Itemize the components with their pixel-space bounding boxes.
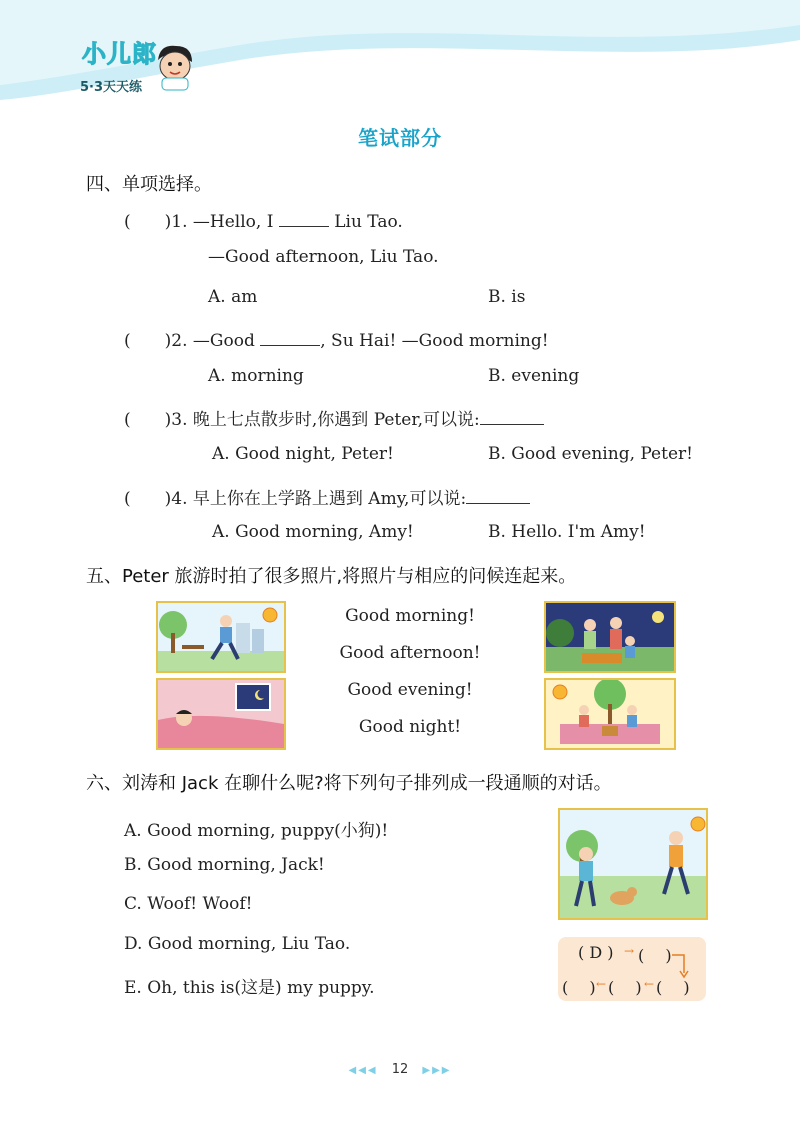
photo-evening-barbecue[interactable] [544, 601, 676, 673]
dialogue-sentence-c: C. Woof! Woof! [124, 894, 253, 914]
q3-bracket[interactable]: ( ) [124, 410, 172, 430]
answer-slot-3[interactable]: ( ) [656, 978, 690, 997]
next-triangles-icon: ▶▶▶ [422, 1065, 452, 1076]
greeting-good-evening[interactable]: Good evening! [347, 680, 473, 700]
arrow-left-icon: ← [596, 977, 607, 991]
q4-bracket[interactable]: ( ) [124, 489, 172, 509]
q1-blank[interactable] [279, 209, 329, 227]
q1-stem-pre: 1. —Hello, I [171, 212, 279, 232]
answer-slot-1: ( D ) [578, 943, 614, 962]
page-footer [0, 1062, 800, 1077]
section-title: 笔试部分 [358, 126, 442, 150]
greeting-good-morning[interactable]: Good morning! [345, 606, 475, 626]
answer-slot-2[interactable]: ( ) [638, 946, 672, 965]
part6-heading: 六、刘涛和 Jack 在聊什么呢?将下列句子排列成一段通顺的对话。 [86, 773, 612, 794]
q1-option-b: B. is [488, 287, 526, 307]
answer-slot-5[interactable]: ( ) [562, 978, 596, 997]
q3-option-a: A. Good night, Peter! [212, 444, 394, 464]
q4-blank[interactable] [466, 486, 530, 504]
photo-morning-park[interactable] [156, 601, 286, 673]
logo-subtitle: 5·3天天练 [80, 80, 143, 95]
q2-stem-pre: 2. —Good [171, 331, 261, 351]
q3-option-b: B. Good evening, Peter! [488, 444, 693, 464]
dialogue-sentence-e: E. Oh, this is(这是) my puppy. [124, 978, 375, 998]
greeting-good-afternoon[interactable]: Good afternoon! [339, 643, 481, 663]
q3-stem: 3. 晚上七点散步时,你遇到 Peter,可以说: [171, 410, 480, 430]
q3-blank[interactable] [480, 407, 544, 425]
q4-option-a: A. Good morning, Amy! [212, 522, 414, 542]
page-number: 12 [391, 1062, 409, 1077]
q2-option-a: A. morning [208, 366, 304, 386]
q2-blank[interactable] [260, 328, 320, 346]
q1-stem-post: Liu Tao. [328, 212, 403, 232]
arrow-right-icon: → [624, 944, 635, 958]
greeting-good-night[interactable]: Good night! [358, 717, 462, 737]
part4-heading: 四、单项选择。 [86, 174, 212, 195]
q2-stem-post: , Su Hai! —Good morning! [320, 331, 549, 351]
q2-bracket[interactable]: ( ) [124, 331, 172, 351]
q2-option-b: B. evening [488, 366, 580, 386]
q2-line1 [124, 326, 549, 351]
photo-night-bed[interactable] [156, 678, 286, 750]
q1-option-a: A. am [208, 287, 258, 307]
photo-boys-with-puppy [558, 808, 708, 920]
dialogue-sentence-a: A. Good morning, puppy(小狗)! [124, 821, 389, 841]
dialogue-sentence-b: B. Good morning, Jack! [124, 855, 325, 875]
q4-stem: 4. 早上你在上学路上遇到 Amy,可以说: [171, 489, 467, 509]
q1-bracket[interactable]: ( ) [124, 212, 172, 232]
mascot-icon [150, 42, 198, 92]
q1-line1 [124, 207, 403, 232]
answer-order-box [558, 937, 706, 1001]
part5-heading: 五、Peter 旅游时拍了很多照片,将照片与相应的问候连起来。 [86, 566, 577, 587]
q4-line1 [124, 484, 530, 509]
prev-triangles-icon: ◀◀◀ [348, 1065, 378, 1076]
q3-line1 [124, 405, 544, 430]
arrow-left-icon: ← [644, 977, 655, 991]
q1-line2: —Good afternoon, Liu Tao. [208, 247, 439, 267]
photo-afternoon-picnic[interactable] [544, 678, 676, 750]
dialogue-sentence-d: D. Good morning, Liu Tao. [124, 934, 351, 954]
logo-text: 小儿郎 [82, 40, 157, 68]
q4-option-b: B. Hello. I'm Amy! [488, 522, 646, 542]
answer-slot-4[interactable]: ( ) [608, 978, 642, 997]
